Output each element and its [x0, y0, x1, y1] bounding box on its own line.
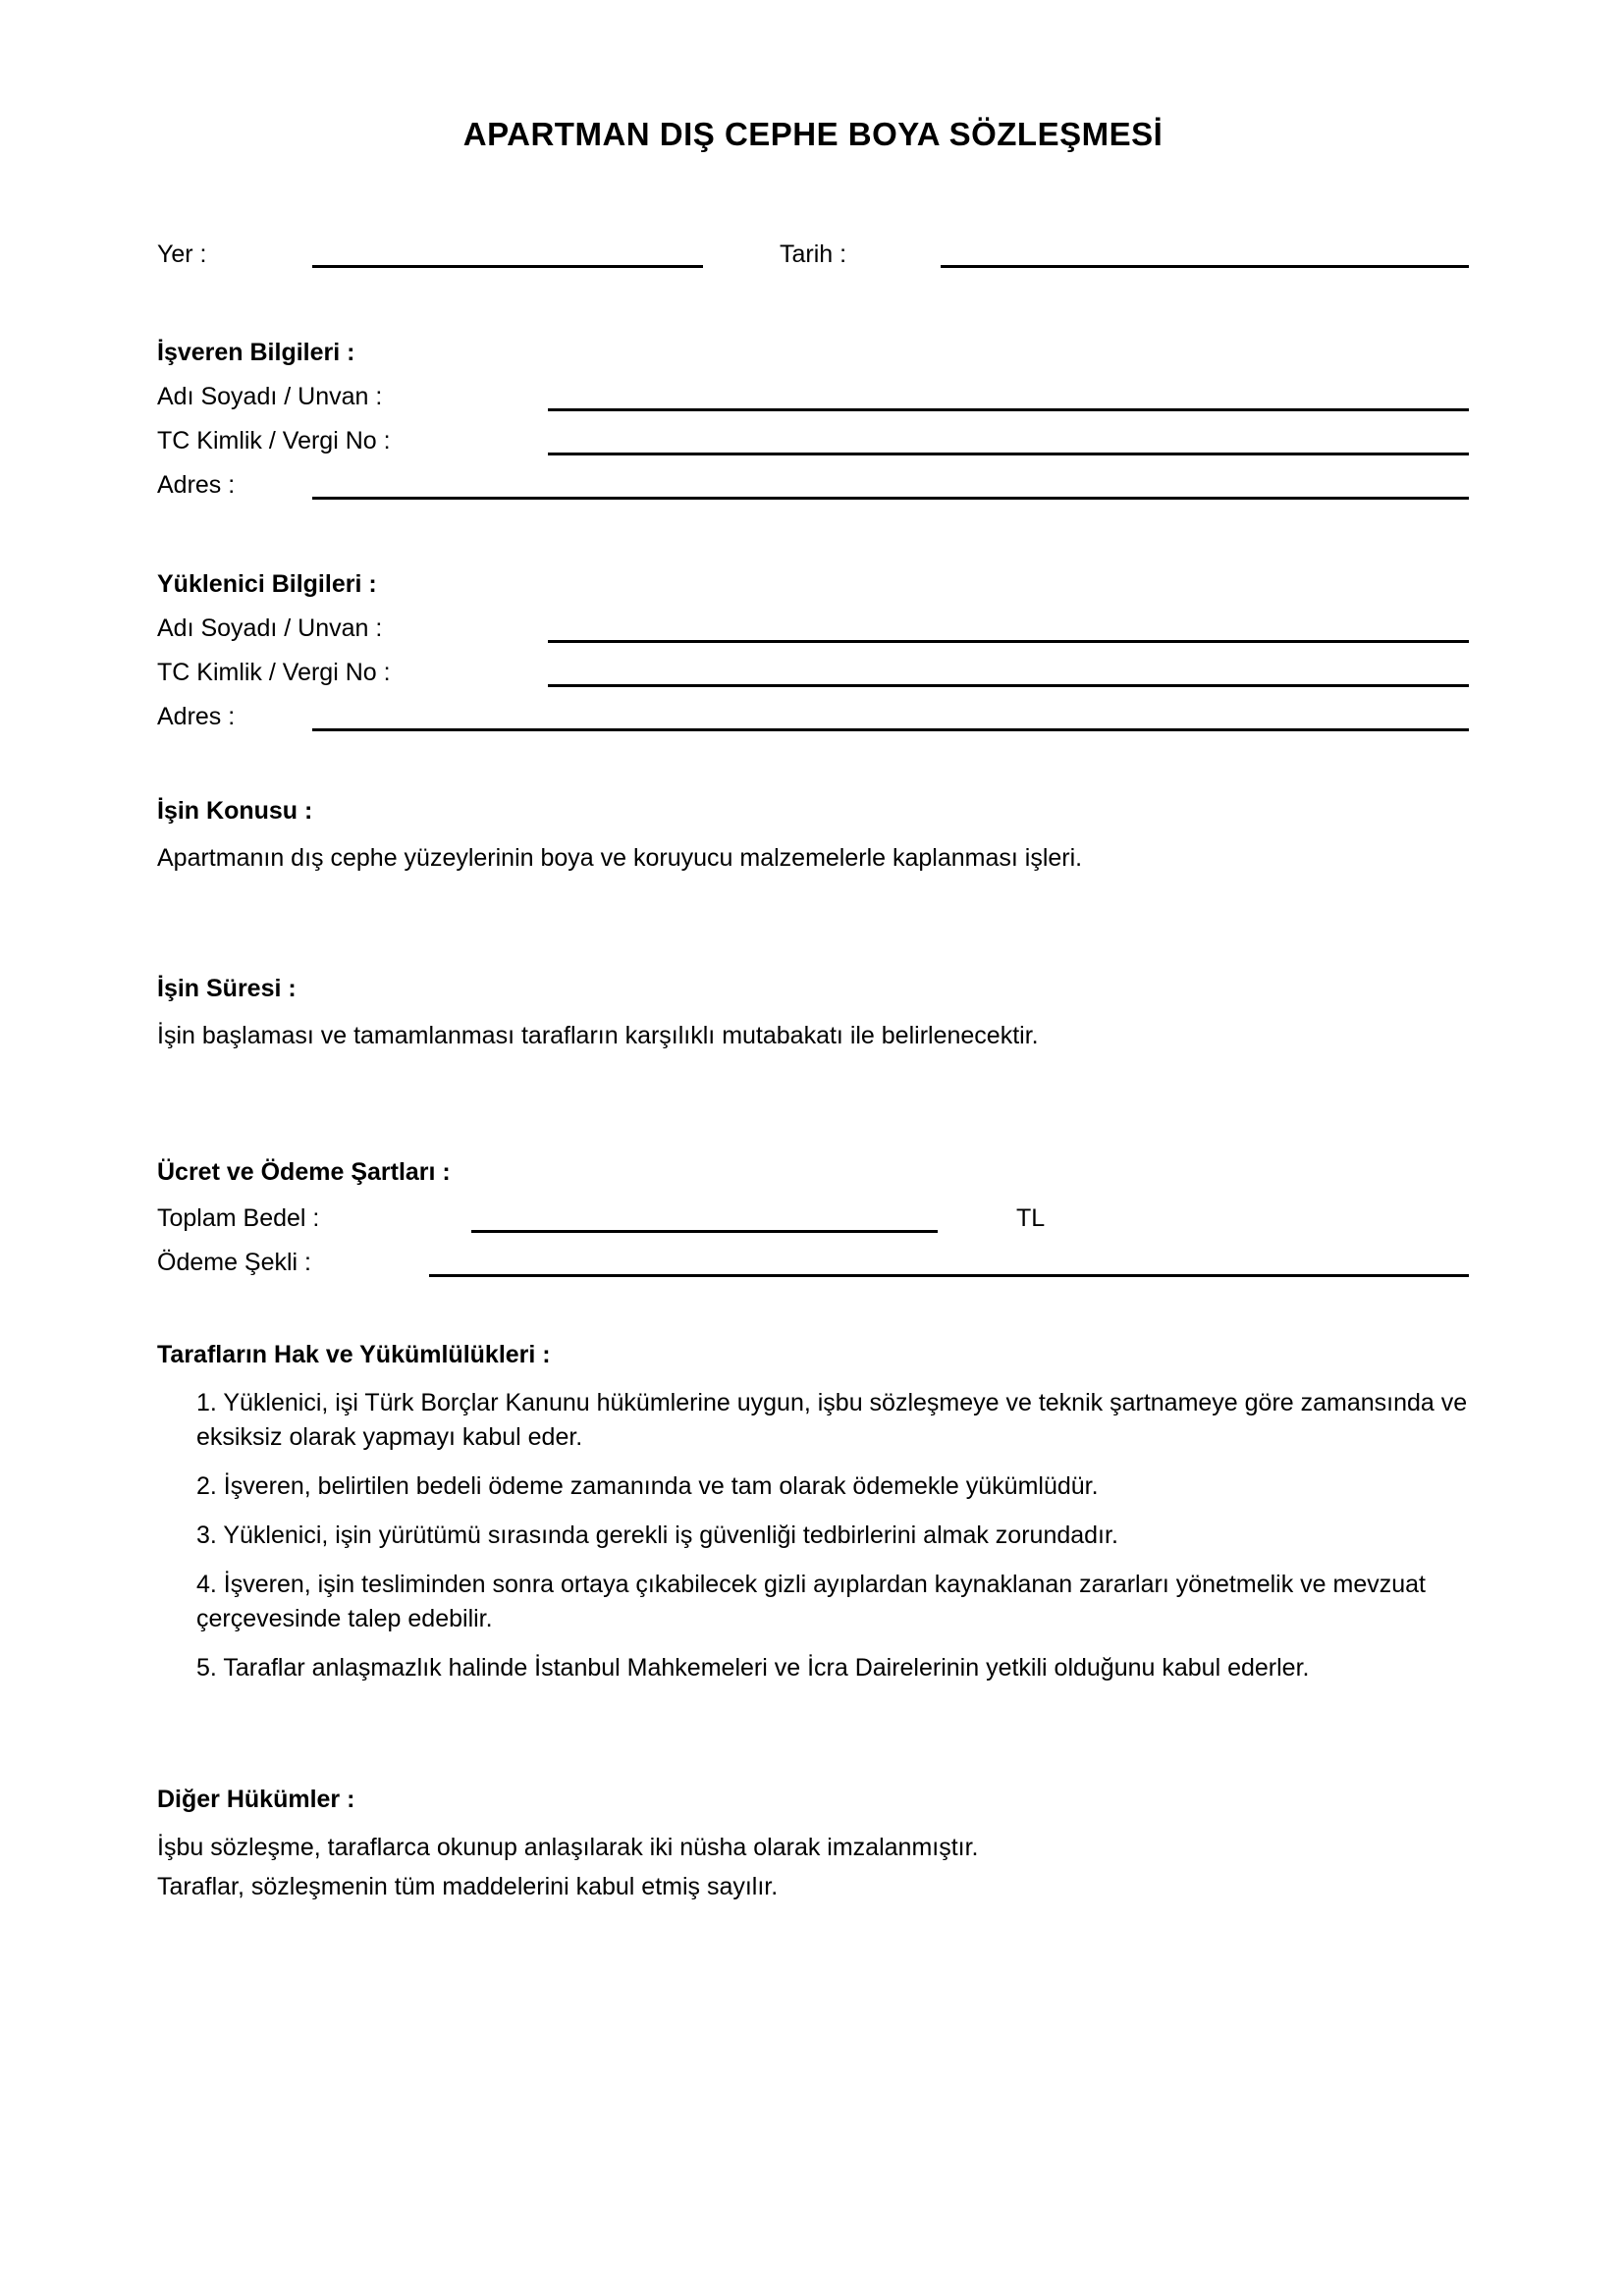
- clause-item-4: 4. İşveren, işin tesliminden sonra ortaya çıkabilecek gizli ayıplardan kaynaklanan zararları yönetmelik ve mevzuat çerçevesinde talep edebilir.: [196, 1571, 1426, 1632]
- employer-address-fill-line: [312, 472, 1469, 500]
- currency-label: TL: [1016, 1204, 1046, 1232]
- payment-method-label: Ödeme Şekli :: [157, 1249, 312, 1276]
- date-fill-line: [941, 240, 1469, 268]
- contractor-name-row: [157, 607, 1469, 651]
- clause-item-2: 2. İşveren, belirtilen bedeli ödeme zamanında ve tam olarak ödemekle yükümlüdür.: [196, 1472, 1099, 1500]
- clause-item-3: 3. Yüklenici, işin yürütümü sırasında gerekli iş güvenliği tedbirlerini almak zorundadır.: [196, 1522, 1118, 1549]
- contractor-address-fill-line: [312, 704, 1469, 731]
- duration-section: [157, 973, 1469, 1051]
- payment-section: [157, 1156, 1469, 1285]
- date-label: Tarih :: [780, 240, 847, 268]
- contractor-name-label: Adı Soyadı / Unvan :: [157, 614, 383, 642]
- other-provisions-line-2: Taraflar, sözleşmenin tüm maddelerini kabul etmiş sayılır.: [157, 1873, 779, 1900]
- payment-section-heading: Ücret ve Ödeme Şartları :: [157, 1158, 451, 1186]
- employer-taxid-label: TC Kimlik / Vergi No :: [157, 427, 391, 454]
- total-price-fill-line: [471, 1205, 938, 1233]
- clause-list: [157, 1386, 1469, 1685]
- payment-method-row: [157, 1241, 1469, 1285]
- other-provisions-heading: Diğer Hükümler :: [157, 1786, 355, 1813]
- subject-text: Apartmanın dış cephe yüzeylerinin boya ve koruyucu malzemelerle kaplanması işleri.: [157, 844, 1083, 872]
- clause-item-5: 5. Taraflar anlaşmazlık halinde İstanbul Mahkemeleri ve İcra Dairelerinin yetkili olduğunu kabul ederler.: [196, 1654, 1310, 1682]
- employer-name-fill-line: [548, 384, 1469, 411]
- other-provisions-section: [157, 1784, 1469, 1902]
- total-price-label: Toplam Bedel :: [157, 1204, 320, 1232]
- employer-address-row: [157, 463, 1469, 507]
- contractor-taxid-fill-line: [548, 660, 1469, 687]
- clause-item-1: 1. Yüklenici, işi Türk Borçlar Kanunu hükümlerine uygun, işbu sözleşmeye ve teknik şartnameye göre zamansında ve eksiksiz olarak yapmayı kabul eder.: [196, 1389, 1468, 1451]
- contractor-taxid-label: TC Kimlik / Vergi No :: [157, 659, 391, 686]
- payment-method-fill-line: [429, 1250, 1469, 1277]
- duration-section-heading: İşin Süresi :: [157, 975, 297, 1002]
- employer-taxid-row: [157, 419, 1469, 463]
- obligations-section: [157, 1339, 1469, 1685]
- obligations-section-heading: Tarafların Hak ve Yükümlülükleri :: [157, 1341, 551, 1368]
- place-label: Yer :: [157, 240, 207, 268]
- employer-address-label: Adres :: [157, 471, 236, 499]
- subject-section: [157, 795, 1469, 874]
- contractor-address-label: Adres :: [157, 703, 236, 730]
- duration-text: İşin başlaması ve tamamlanması tarafların karşılıklı mutabakatı ile belirlenecektir.: [157, 1022, 1039, 1049]
- employer-name-label: Adı Soyadı / Unvan :: [157, 383, 383, 410]
- contractor-name-fill-line: [548, 615, 1469, 643]
- contractor-taxid-row: [157, 651, 1469, 695]
- total-price-row: [157, 1197, 1469, 1241]
- employer-section-heading: İşveren Bilgileri :: [157, 339, 355, 366]
- employer-info-section: [157, 337, 1469, 507]
- contractor-section-heading: Yüklenici Bilgileri :: [157, 570, 377, 598]
- employer-name-row: [157, 375, 1469, 419]
- place-fill-line: [312, 240, 703, 268]
- contractor-address-row: [157, 695, 1469, 739]
- page-title: APARTMAN DIŞ CEPHE BOYA SÖZLEŞMESİ: [462, 116, 1164, 152]
- employer-taxid-fill-line: [548, 428, 1469, 455]
- subject-section-heading: İşin Konusu :: [157, 797, 313, 825]
- place-date-row: [157, 232, 1469, 277]
- contractor-info-section: [157, 568, 1469, 739]
- other-provisions-line-1: İşbu sözleşme, taraflarca okunup anlaşılarak iki nüsha olarak imzalanmıştır.: [157, 1834, 979, 1861]
